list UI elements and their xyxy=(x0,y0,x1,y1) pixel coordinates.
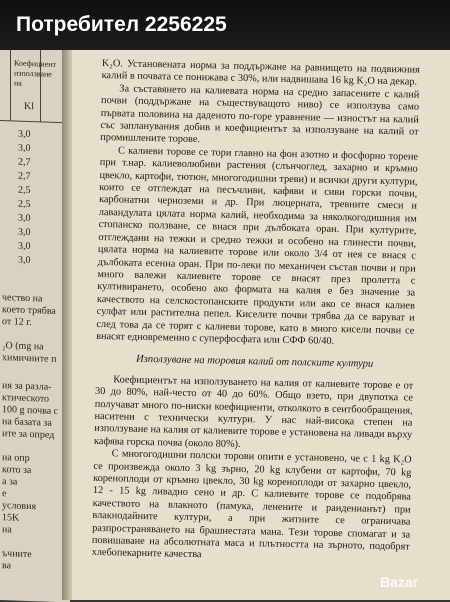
paragraph: С калиеви торове се тори главно на фон азотно и фосфорно торене при т.нар. калиеволюбиви растения (слънчоглед, захарно и кръмно цвекло, картофи, тютюн, многогодишни треви) и всички други култури, които се отглеждат на песъчливи, кафяви и сиви горски почви, карбонатни черноземи и др. При люцерната, тревните смеси и лавандулата цялата норма калий, необходима за няколкогодишния им стопанско ползване, се внася при дълбоката оран. При културите, отглеждани на тежки и средно тежки и особено на глинести почви, цялата норма на калиевите торове или около 3/4 от нея се внася с дълбоката есенна оран. При по-леки по механичен състав почви и при много валежи калиевите торове се внасят през пролетта с култивирането, особено ако формата на калия е без значение за качеството на селскостопанските продукти или ако се внася калиев сулфат или растителна пепел. Киселите почви трябва да се варуват и след това да се торят с калиеви торове, като в много кисели почви се внасят едновременно с суперфосфата или СФФ 60/40. xyxy=(96,145,419,347)
left-table-header: използване xyxy=(14,68,52,79)
left-fragment: на xyxy=(2,524,12,536)
left-fragment: чество на xyxy=(2,292,43,305)
left-fragment: което трябва xyxy=(2,304,56,317)
left-fragment: на опр xyxy=(2,452,30,465)
paragraph: K₂O. Установената норма за поддържане на равнището на подвижния калий в почвата се понижава с 30%, или надвишава 16 kg K₂O на декар. xyxy=(101,58,420,89)
left-number: 3,0 xyxy=(18,212,31,225)
left-col-header: Kl xyxy=(24,100,34,113)
left-fragment: кото за xyxy=(2,464,32,477)
left-fragment: условия xyxy=(2,500,37,513)
left-fragment: 100 g почва с xyxy=(2,404,59,418)
paragraph: Коефициентът на използуването на калия от калиевите торове е от 30 до 80%, най-често от 40 до 60%. Общо взето, при двупотка се получават много по-ниски коефициенти, отколкото в сеитбообращения, наситени с технически култури. У нас най-висока степен на използуване на калия от калиевите торове е установена на ливади върху кафява горска почва (около 80%). xyxy=(93,374,414,450)
left-fragment: ите за опред xyxy=(2,428,55,441)
left-fragment: е xyxy=(2,488,7,500)
table-rule xyxy=(0,120,62,123)
left-fragment: ия за разла- xyxy=(2,380,52,393)
left-number: 2,7 xyxy=(18,156,31,169)
left-fragment: ъчните xyxy=(2,548,32,561)
main-page xyxy=(72,30,450,600)
left-number: 3,0 xyxy=(18,240,31,253)
left-number: 2,7 xyxy=(18,170,31,183)
left-page xyxy=(0,0,70,602)
left-fragment: 15K xyxy=(2,512,20,524)
left-number: 3,0 xyxy=(18,254,31,267)
left-number: 2,5 xyxy=(18,184,31,197)
left-fragment: ₂O (mg на xyxy=(2,340,44,353)
seller-watermark: Потребител 2256225 xyxy=(0,0,450,50)
left-fragment: ктическото xyxy=(2,392,50,405)
left-table-header: на xyxy=(14,78,22,88)
left-fragment: а за xyxy=(2,476,18,488)
left-fragment: ва xyxy=(2,560,12,572)
paragraph: С многогодишни полски торови опити е установено, че с 1 kg K₂O се произвежда около 3 kg зърно, 20 kg клубени от картофи, 70 kg кореноплоди от кръмно цвекло, 30 kg кореноплоди от захарно цвекло, 12 - 15 kg ливадно сено и др. С калиевите торове се подобрява качеството на влакното (памука, ленените и ранденианът) при влакнодайните култури, а при житните се ограничава разпространяването на брашнестата мана. Тези торове спомагат и за повишаване на абсолютната маса и плътността на зърното, подобрят хлебопекарните качества xyxy=(91,448,412,561)
left-number: 2,5 xyxy=(18,198,31,211)
left-fragment: от 12 г. xyxy=(2,316,32,329)
table-rule xyxy=(40,41,41,121)
left-number: 3,0 xyxy=(18,142,31,155)
left-table-header: Коефициент xyxy=(14,58,57,69)
left-fragment: химичните п xyxy=(2,352,57,365)
paragraph: За съставянето на калиевата норма на средно запасените с калий почви (поддържане на съществуващото ниво) се използува само първата половина на даденото по-горе уравнение — изностът на калий със запланувания добив и коефициентът за използуване на калий от промишлените торове. xyxy=(100,83,420,146)
left-fragment: на базата за xyxy=(2,416,52,429)
left-number: 3,0 xyxy=(18,128,31,141)
left-number: 3,0 xyxy=(18,226,31,239)
table-rule xyxy=(10,40,11,120)
text-column xyxy=(91,58,419,566)
section-heading: Използуване на торовия калий от полските култури xyxy=(135,354,374,371)
bazar-logo: Bazar xyxy=(380,574,419,590)
